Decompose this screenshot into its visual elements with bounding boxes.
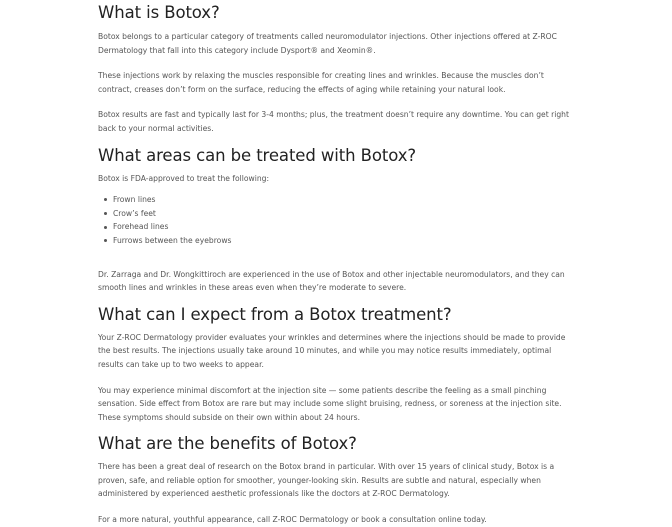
paragraph: Botox is FDA-approved to treat the following: [98, 173, 270, 183]
heading-what-is-botox: What is Botox? [98, 3, 220, 22]
list-item: Forehead lines [113, 220, 574, 234]
heading-benefits: What are the benefits of Botox? [98, 434, 357, 454]
list-item: Crow’s feet [113, 207, 574, 221]
article-content [98, 0, 574, 527]
paragraph: Your Z-ROC Dermatology provider evaluates your wrinkles and determines where the injections should be made to provide the best results. The injections usually take around 10 minutes, and while you may notice results immediately, optimal results can take up to two weeks to appear. [98, 332, 566, 369]
heading-what-to-expect: What can I expect from a Botox treatment? [98, 304, 452, 324]
paragraph: For a more natural, youthful appearance, call Z-ROC Dermatology or book a consultation online today. [98, 515, 487, 525]
paragraph: Botox belongs to a particular category of treatments called neuromodulator injections. Other injections offered at Z-ROC Dermatology that fall into this category include Dysport® and Xeomin®. [98, 32, 557, 55]
paragraph: These injections work by relaxing the muscles responsible for creating lines and wrinkles. Because the muscles don’t contract, creases don’t form on the surface, reducing the effects of aging while retaining your natural look. [98, 71, 544, 94]
paragraph: Dr. Zarraga and Dr. Wongkittiroch are experienced in the use of Botox and other injectable neuromodulators, and they can smooth lines and wrinkles in these areas even when they’re moderate to severe. [98, 269, 565, 293]
list-item: Furrows between the eyebrows [113, 234, 574, 248]
treatable-areas-list [98, 193, 574, 247]
heading-treatable-areas: What areas can be treated with Botox? [98, 145, 417, 165]
paragraph: Botox results are fast and typically last for 3-4 months; plus, the treatment doesn’t require any downtime. You can get right back to your normal activities. [98, 110, 569, 133]
paragraph: There has been a great deal of research on the Botox brand in particular. With over 15 years of clinical study, Botox is a proven, safe, and reliable option for smoother, younger-looking skin. Results are subtle and natural, especially when administered by experienced aesthetic professionals like the doctors at Z-ROC Dermatology. [98, 462, 555, 499]
list-item: Frown lines [113, 193, 574, 207]
paragraph: You may experience minimal discomfort at the injection site — some patients describe the feeling as a small pinching sensation. Side effect from Botox are rare but may include some slight bruising, redness, or soreness at the injection site. These symptoms should subside on their own within about 24 hours. [98, 385, 562, 422]
